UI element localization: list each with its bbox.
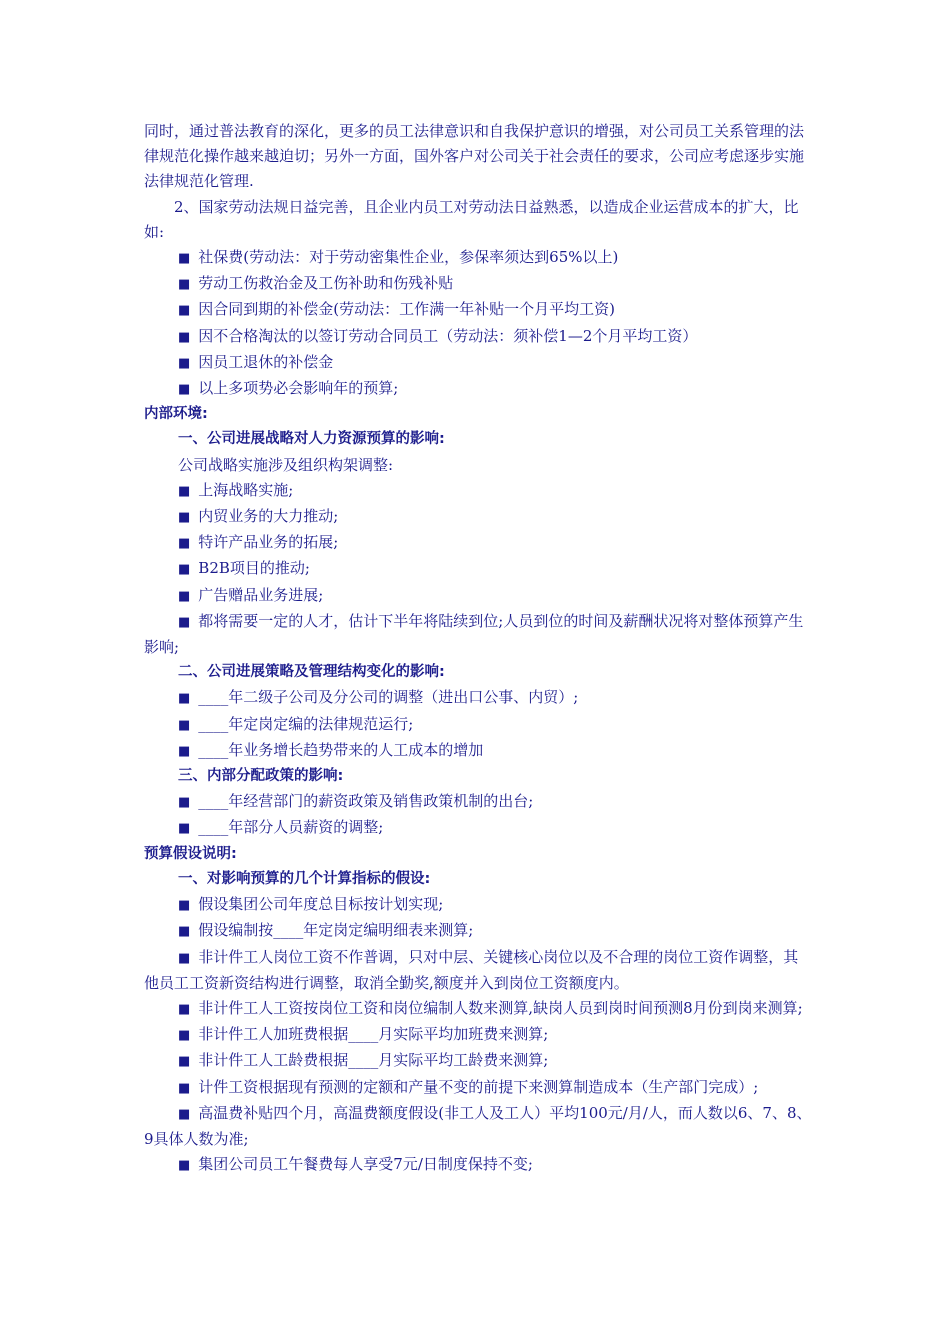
- square-bullet-icon: ■: [178, 1080, 191, 1096]
- square-bullet-icon: ■: [178, 1028, 191, 1044]
- square-bullet-icon: ■: [178, 355, 191, 371]
- list-item: ■ 社保费(劳动法：对于劳动密集性企业，参保率须达到65%以上): [178, 248, 619, 267]
- square-bullet-icon: ■: [178, 717, 191, 733]
- list-item: ■ B2B项目的推动;: [178, 559, 310, 578]
- square-bullet-icon: ■: [178, 483, 191, 499]
- list-item: ■ ____年经营部门的薪资政策及销售政策机制的出台;: [178, 792, 534, 811]
- square-bullet-icon: ■: [178, 795, 191, 811]
- list-item: ■ 非计件工人加班费根据____月实际平均加班费来测算;: [178, 1025, 549, 1044]
- assumptions-section-heading: 一、对影响预算的几个计算指标的假设:: [178, 870, 431, 887]
- square-bullet-icon: ■: [178, 588, 191, 604]
- assumptions-list: [144, 892, 812, 1178]
- list-item: ■ ____年二级子公司及分公司的调整（进出口公事、内贸）;: [178, 688, 579, 707]
- square-bullet-icon: ■: [178, 536, 191, 552]
- budget-assumptions-heading: 预算假设说明:: [144, 845, 237, 862]
- list-item: ■ ____年定岗定编的法律规范运行;: [178, 714, 414, 733]
- square-bullet-icon: ■: [178, 614, 191, 630]
- square-bullet-icon: ■: [178, 1001, 191, 1017]
- square-bullet-icon: ■: [178, 950, 191, 966]
- square-bullet-icon: ■: [178, 821, 191, 837]
- list-item: ■ 特许产品业务的拓展;: [178, 533, 339, 552]
- square-bullet-icon: ■: [178, 743, 191, 759]
- section-3-list: [144, 789, 812, 841]
- list-item: ■ 因员工退休的补偿金: [178, 352, 334, 371]
- square-bullet-icon: ■: [178, 1106, 191, 1122]
- list-item: ■ 非计件工人工龄费根据____月实际平均工龄费来测算;: [178, 1051, 549, 1070]
- section-2-list: [144, 685, 812, 764]
- list-item: ■ 广告赠品业务进展;: [178, 585, 324, 604]
- list-item-wrapped: ■ 高温费补贴四个月，高温费额度假设(非工人及工人）平均100元/月/人，而人数以6、7、8、9具体人数为准;: [144, 1103, 812, 1148]
- list-item: ■ 因不合格淘汰的以签订劳动合同员工（劳动法：须补偿1—2个月平均工资）: [178, 326, 698, 345]
- square-bullet-icon: ■: [178, 1158, 191, 1174]
- list-item-wrapped: ■ 计件工资根据现有预测的定额和产量不变的前提下来测算制造成本（生产部门完成）;: [178, 1077, 759, 1096]
- section-1-subtitle: 公司战略实施涉及组织构架调整:: [178, 455, 394, 474]
- internal-environment-heading: 内部环境:: [144, 406, 208, 423]
- list-item-wrapped: ■ 都将需要一定的人才，估计下半年将陆续到位;人员到位的时间及薪酬状况将对整体预算产生影响;: [144, 611, 804, 657]
- document-page: [144, 119, 812, 1178]
- list-item: ■ 集团公司员工午餐费每人享受7元/日制度保持不变;: [178, 1155, 533, 1174]
- list-item: ■ 假设编制按____年定岗定编明细表来测算;: [178, 921, 474, 940]
- list-item: ■ 因合同到期的补偿金(劳动法：工作满一年补贴一个月平均工资): [178, 300, 616, 319]
- section-1-heading: 一、公司进展战略对人力资源预算的影响:: [178, 431, 445, 448]
- intro-paragraph: 同时，通过普法教育的深化，更多的员工法律意识和自我保护意识的增强，对公司员工关系管理的法律规范化操作越来越迫切；另外一方面，国外客户对公司关于社会责任的要求，公司应考虑逐步实施法律规范化管理.: [144, 122, 805, 191]
- square-bullet-icon: ■: [178, 382, 191, 398]
- section-1-list: [144, 478, 812, 660]
- external-factors-list: [144, 245, 812, 402]
- section-3-heading: 三、内部分配政策的影响:: [178, 768, 344, 785]
- square-bullet-icon: ■: [178, 1054, 191, 1070]
- square-bullet-icon: ■: [178, 251, 191, 267]
- list-item-wrapped: ■ 非计件工人工资按岗位工资和岗位编制人数来测算,缺岗人员到岗时间预测8月份到岗来测算;: [178, 998, 803, 1017]
- list-item-wrapped: ■ 非计件工人岗位工资不作普调，只对中层、关键核心岗位以及不合理的岗位工资作调整，其他员工工资新资结构进行调整，取消全勤奖,额度并入到岗位工资额度内。: [144, 947, 799, 992]
- list-item: ■ 假设集团公司年度总目标按计划实现;: [178, 895, 444, 914]
- square-bullet-icon: ■: [178, 510, 191, 526]
- square-bullet-icon: ■: [178, 303, 191, 319]
- square-bullet-icon: ■: [178, 562, 191, 578]
- square-bullet-icon: ■: [178, 924, 191, 940]
- list-item: ■ ____年业务增长趋势带来的人工成本的增加: [178, 740, 484, 759]
- list-item: ■ 内贸业务的大力推动;: [178, 507, 339, 526]
- square-bullet-icon: ■: [178, 691, 191, 707]
- item-2-paragraph: 2、国家劳动法规日益完善，且企业内员工对劳动法日益熟悉，以造成企业运营成本的扩大，比如:: [144, 197, 799, 241]
- list-item: ■ 劳动工伤救治金及工伤补助和伤残补贴: [178, 274, 454, 293]
- square-bullet-icon: ■: [178, 329, 191, 345]
- list-item: ■ ____年部分人员薪资的调整;: [178, 818, 384, 837]
- section-2-heading: 二、公司进展策略及管理结构变化的影响:: [178, 664, 445, 681]
- list-item: ■ 上海战略实施;: [178, 480, 294, 499]
- square-bullet-icon: ■: [178, 898, 191, 914]
- list-item: ■ 以上多项势必会影响年的预算;: [178, 379, 399, 398]
- square-bullet-icon: ■: [178, 277, 191, 293]
